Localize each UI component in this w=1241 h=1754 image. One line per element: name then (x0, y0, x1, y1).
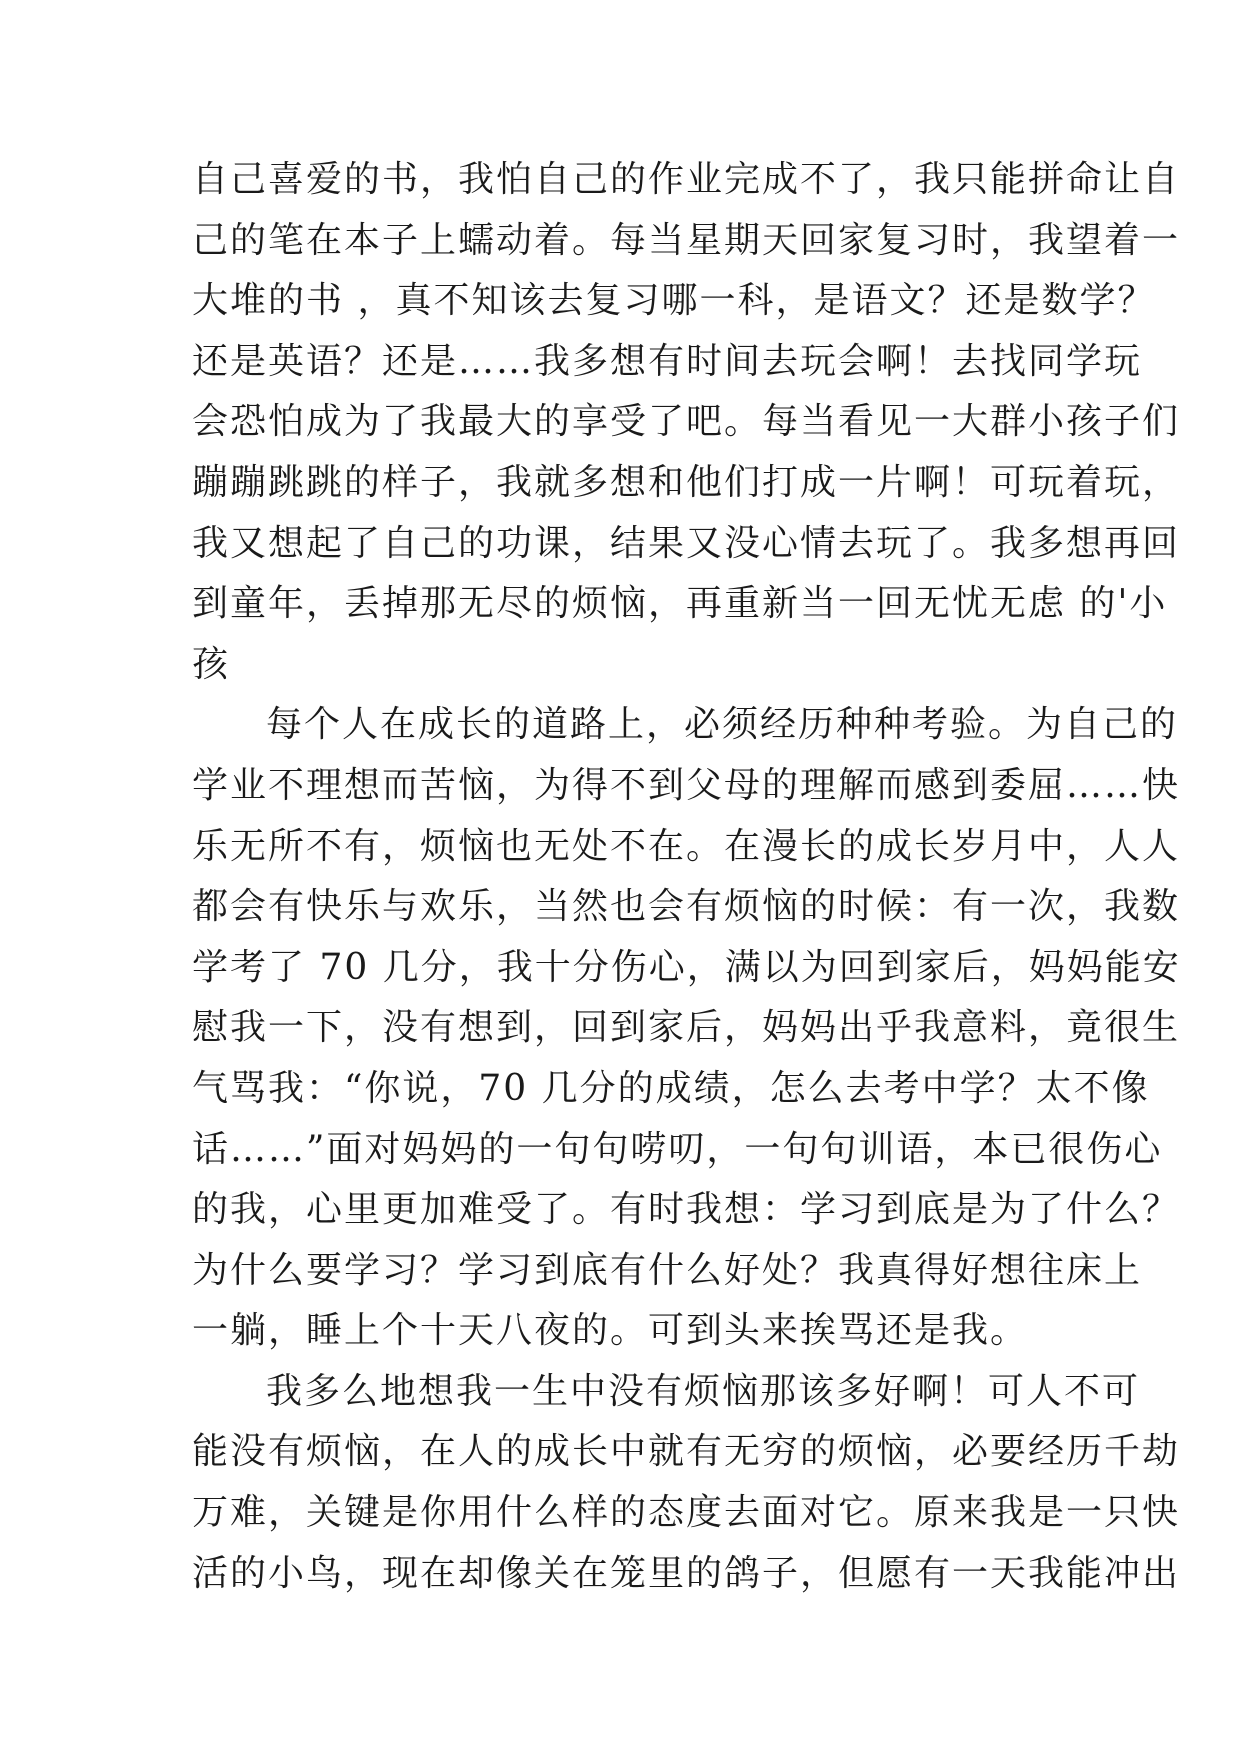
paragraph-2 (192, 695, 1181, 1362)
text-line: 学业不理想而苦恼，为得不到父母的理解而感到委屈……快 (192, 764, 1181, 806)
body-text (192, 150, 1181, 1604)
text-line: 我多么地想我一生中没有烦恼那该多好啊！可人不可 (266, 1370, 1141, 1412)
text-line: 乐无所不有，烦恼也无处不在。在漫长的成长岁月中，人人 (192, 825, 1181, 867)
text-line: 孩 (192, 643, 231, 685)
text-line: 慰我一下，没有想到，回到家后，妈妈出乎我意料，竟很生 (192, 1007, 1181, 1049)
text-line: 能没有烦恼，在人的成长中就有无穷的烦恼，必要经历千劫 (192, 1431, 1181, 1473)
text-line: 到童年，丢掉那无尽的烦恼，再重新当一回无忧无虑 的'小 (192, 583, 1168, 625)
text-line: 自己喜爱的书，我怕自己的作业完成不了，我只能拼命让自 (192, 159, 1181, 200)
text-line: 大堆的书 ，真不知该去复习哪一科，是语文？还是数学？ (192, 280, 1156, 322)
text-line: 活的小鸟，现在却像关在笼里的鸽子，但愿有一天我能冲出 (192, 1552, 1181, 1594)
text-line: 话……”面对妈妈的一句句唠叨，一句句训语，本已很伤心 (192, 1128, 1163, 1170)
text-line: 都会有快乐与欢乐，当然也会有烦恼的时候：有一次，我数 (192, 886, 1181, 928)
text-line: 蹦蹦跳跳的样子，我就多想和他们打成一片啊！可玩着玩， (192, 461, 1181, 503)
text-line: 我又想起了自己的功课，结果又没心情去玩了。我多想再回 (192, 522, 1181, 564)
text-line: 学考了 70 几分，我十分伤心，满以为回到家后，妈妈能安 (192, 946, 1181, 988)
paragraph-3 (192, 1362, 1181, 1604)
text-line: 万难，关键是你用什么样的态度去面对它。原来我是一只快 (192, 1492, 1181, 1534)
text-line: 一躺，睡上个十天八夜的。可到头来挨骂还是我。 (192, 1310, 1029, 1352)
text-line: 会恐怕成为了我最大的享受了吧。每当看见一大群小孩子们 (192, 401, 1181, 443)
text-line: 的我，心里更加难受了。有时我想：学习到底是为了什么？ (192, 1189, 1181, 1231)
text-line: 还是英语？还是……我多想有时间去玩会啊！去找同学玩 (192, 340, 1143, 382)
text-line: 为什么要学习？学习到底有什么好处？我真得好想往床上 (192, 1249, 1143, 1291)
paragraph-1 (192, 150, 1181, 695)
text-line: 每个人在成长的道路上，必须经历种种考验。为自己的 (266, 704, 1179, 746)
text-line: 气骂我：“你说，70 几分的成绩，怎么去考中学？太不像 (192, 1067, 1150, 1109)
text-line: 己的笔在本子上蠕动着。每当星期天回家复习时，我望着一 (192, 219, 1181, 261)
